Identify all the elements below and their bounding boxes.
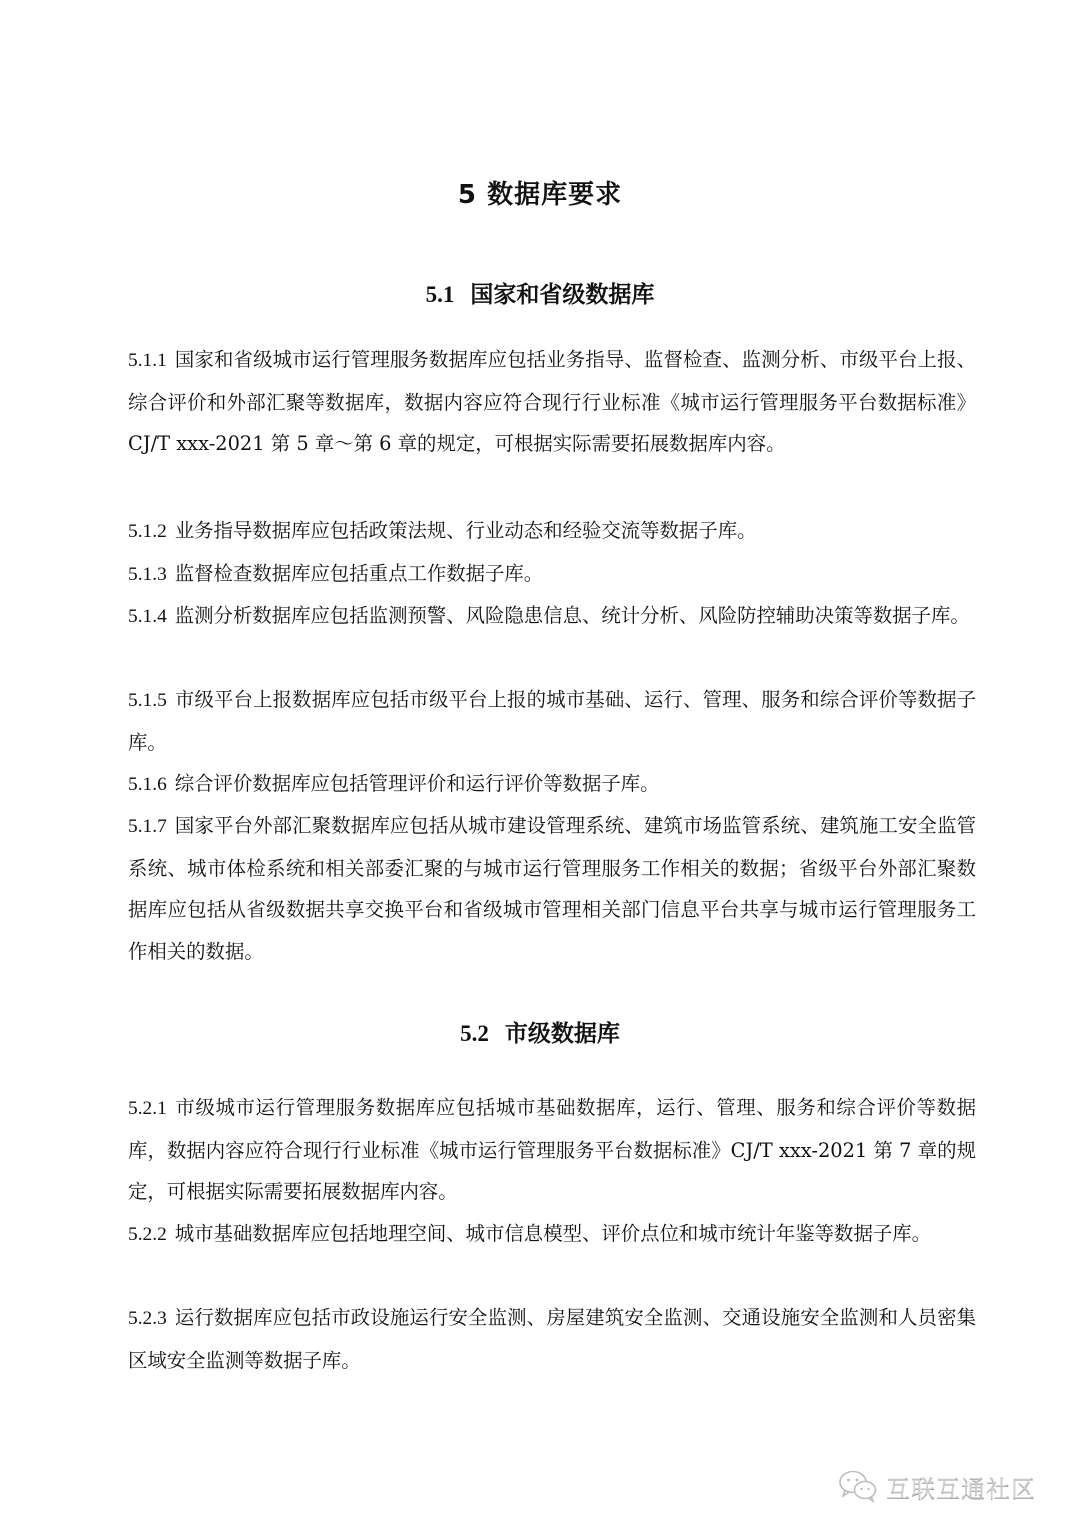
clause-5-1-6 <box>128 763 976 806</box>
clause-number: 5.1.6 <box>128 774 167 795</box>
clause-text: 城市基础数据库应包括地理空间、城市信息模型、评价点位和城市统计年鉴等数据子库。 <box>174 1222 932 1245</box>
section-heading-5-2 <box>0 1015 1080 1048</box>
clause-text: 综合评价数据库应包括管理评价和运行评价等数据子库。 <box>174 772 660 795</box>
clause-5-1-5 <box>128 679 976 763</box>
wechat-icon <box>838 1469 878 1503</box>
clause-number: 5.1.1 <box>128 350 167 371</box>
chapter-title: 5 数据库要求 <box>457 180 623 210</box>
clause-5-1-1 <box>128 339 976 465</box>
clause-5-1-4 <box>128 595 976 638</box>
clause-number: 5.2.1 <box>128 1098 167 1119</box>
clause-5-1-7 <box>128 805 976 972</box>
clause-text: 市级平台上报数据库应包括市级平台上报的城市基础、运行、管理、服务和综合评价等数据子库。 <box>128 688 976 754</box>
clause-text: 业务指导数据库应包括政策法规、行业动态和经验交流等数据子库。 <box>174 519 757 542</box>
clause-text: 监测分析数据库应包括监测预警、风险隐患信息、统计分析、风险防控辅助决策等数据子库。 <box>174 604 970 627</box>
clause-text: 市级城市运行管理服务数据库应包括城市基础数据库，运行、管理、服务和综合评价等数据库，数据内容应符合现行行业标准《城市运行管理服务平台数据标准》CJ/T xxx-2021 第 7 章的规定，可根据实际需要拓展数据库内容。 <box>128 1096 976 1203</box>
clause-text: 运行数据库应包括市政设施运行安全监测、房屋建筑安全监测、交通设施安全监测和人员密集区域安全监测等数据子库。 <box>128 1306 976 1372</box>
clause-number: 5.2.2 <box>128 1224 167 1245</box>
clause-5-1-2 <box>128 510 976 553</box>
section-title: 市级数据库 <box>504 1021 620 1047</box>
watermark-text: 互联互通社区 <box>886 1474 1036 1503</box>
clause-number: 5.1.5 <box>128 690 167 711</box>
clause-number: 5.1.3 <box>128 564 167 585</box>
section-title: 国家和省级数据库 <box>470 282 655 308</box>
clause-5-2-1 <box>128 1087 976 1213</box>
section-heading-5-1 <box>0 276 1080 309</box>
clause-number: 5.1.4 <box>128 606 167 627</box>
clause-5-2-2 <box>128 1213 976 1256</box>
watermark <box>838 1466 1036 1506</box>
clause-number: 5.1.2 <box>128 521 167 542</box>
clause-5-2-3 <box>128 1297 976 1381</box>
clause-text: 监督检查数据库应包括重点工作数据子库。 <box>174 562 544 585</box>
clause-text: 国家平台外部汇聚数据库应包括从城市建设管理系统、建筑市场监管系统、建筑施工安全监管系统、城市体检系统和相关部委汇聚的与城市运行管理服务工作相关的数据；省级平台外部汇聚数据库应包括从省级数据共享交换平台和省级城市管理相关部门信息平台共享与城市运行管理服务工作相关的数据。 <box>128 814 976 963</box>
section-number: 5.1 <box>425 282 455 307</box>
clause-5-1-3 <box>128 553 976 596</box>
section-number: 5.2 <box>460 1021 489 1046</box>
clause-text: 国家和省级城市运行管理服务数据库应包括业务指导、监督检查、监测分析、市级平台上报、综合评价和外部汇聚等数据库，数据内容应符合现行行业标准《城市运行管理服务平台数据标准》CJ/T xxx-2021 第 5 章～第 6 章的规定，可根据实际需要拓展数据库内容。 <box>128 348 976 455</box>
clause-number: 5.2.3 <box>128 1308 167 1329</box>
clause-number: 5.1.7 <box>128 816 167 837</box>
